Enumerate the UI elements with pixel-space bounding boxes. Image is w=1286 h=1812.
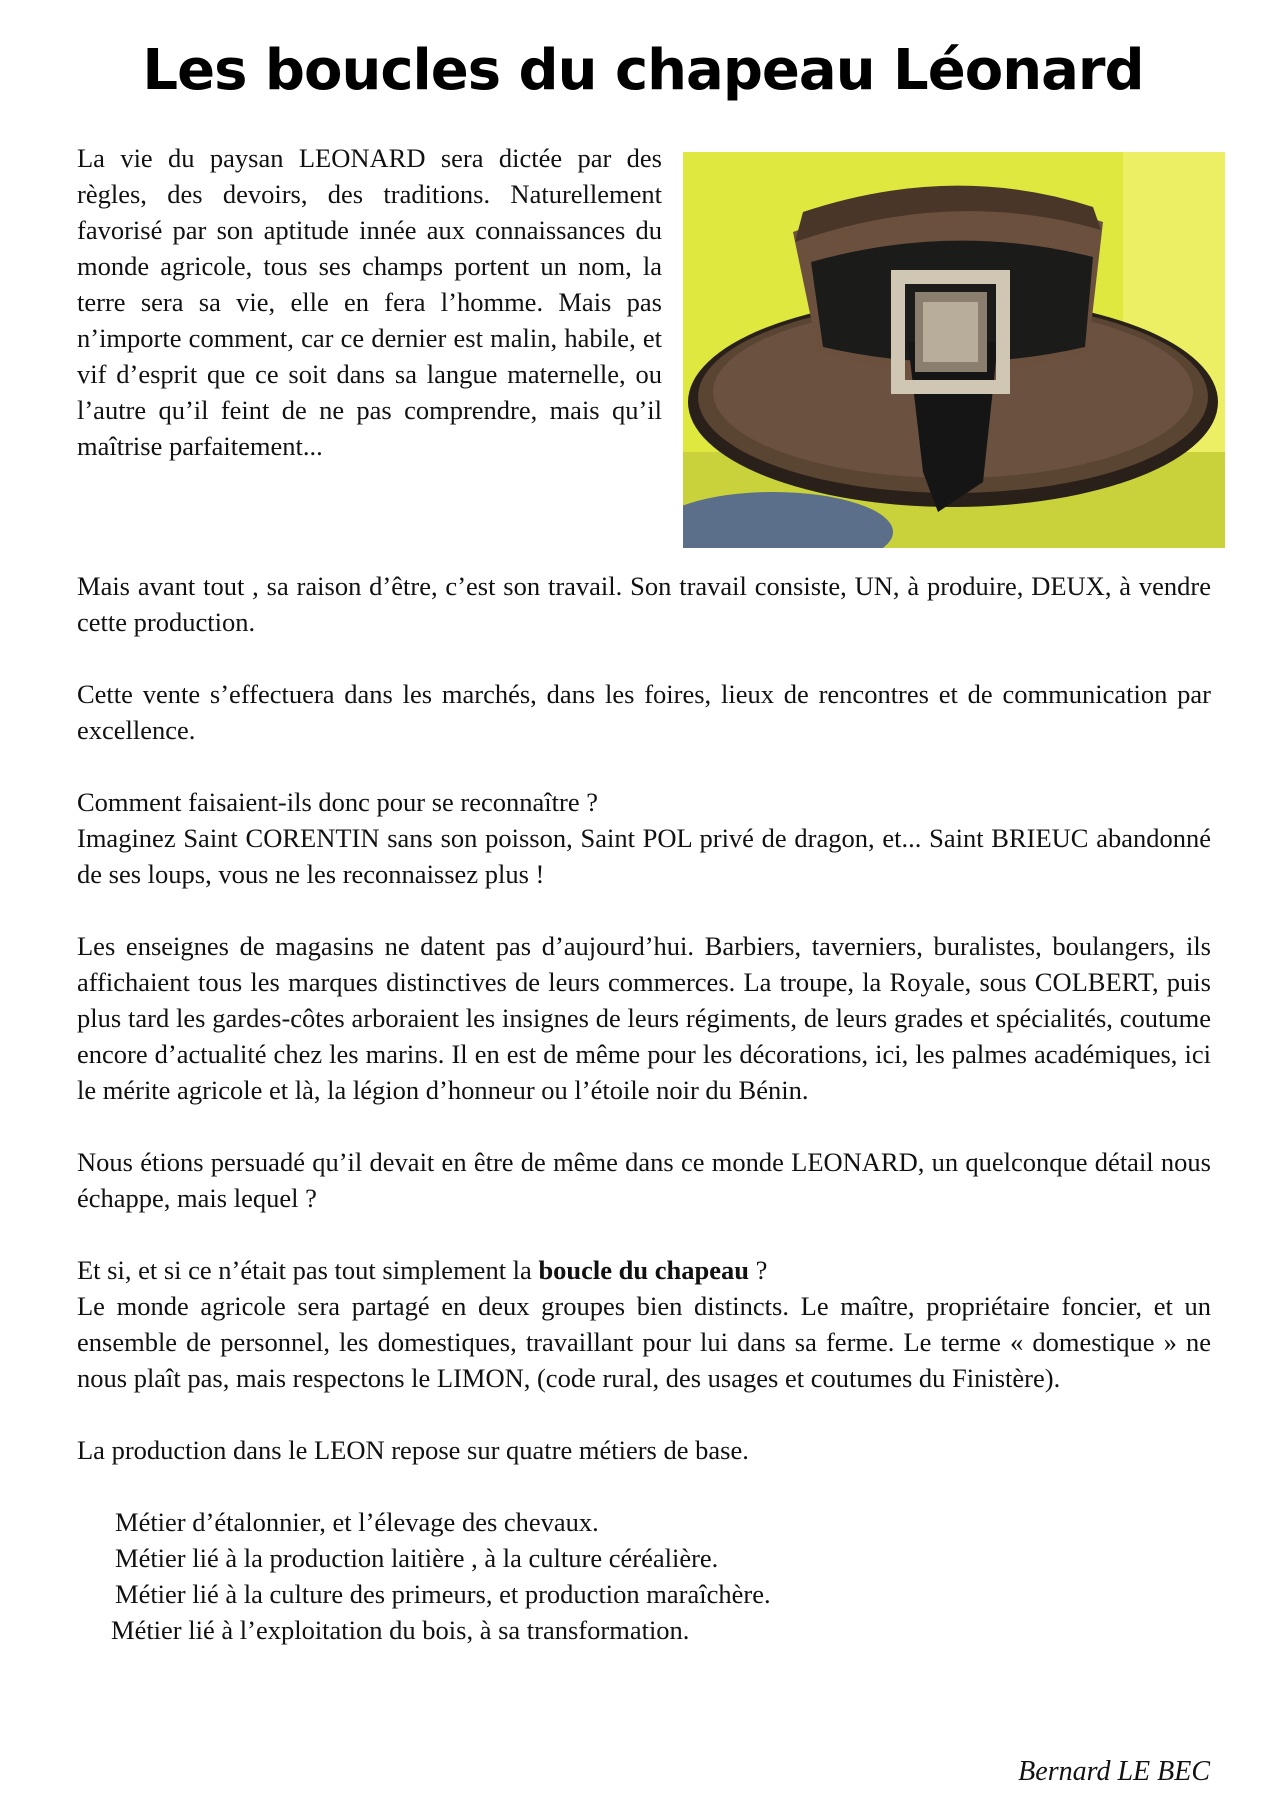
list-item: Métier lié à la production laitière , à la culture céréalière. xyxy=(115,1543,719,1573)
text-segment: ? xyxy=(749,1255,768,1285)
hat-with-buckle-photo-icon xyxy=(683,152,1225,548)
paragraph: Imaginez Saint CORENTIN sans son poisson, Saint POL privé de dragon, et... Saint BRIEUC abandonné de ses loups, vous ne les reconnaissez plus ! xyxy=(77,823,1211,889)
paragraph: Mais avant tout , sa raison d’être, c’est son travail. Son travail consiste, UN, à produire, DEUX, à vendre cette production. xyxy=(77,571,1211,637)
paragraph: La production dans le LEON repose sur quatre métiers de base. xyxy=(77,1435,749,1465)
paragraph: Le monde agricole sera partagé en deux groupes bien distincts. Le maître, propriétaire foncier, et un ensemble de personnel, les domestiques, travaillant pour lui dans sa ferme. Le terme « domestique » ne nous plaît pas, mais respectons le LIMON, (code rural, des usages et coutumes du Finistère). xyxy=(77,1291,1211,1393)
article-body xyxy=(77,568,1211,1648)
page-title: Les boucles du chapeau Léonard xyxy=(142,38,1144,103)
paragraph: Nous étions persuadé qu’il devait en être de même dans ce monde LEONARD, un quelconque détail nous échappe, mais lequel ? xyxy=(77,1147,1211,1213)
intro-paragraph: La vie du paysan LEONARD sera dictée par des règles, des devoirs, des traditions. Naturellement favorisé par son aptitude innée aux connaissances du monde agricole, tous ses champs portent un nom, la terre sera sa vie, elle en fera l’homme. Mais pas n’importe comment, car ce dernier est malin, habile, et vif d’esprit que ce soit dans sa langue maternelle, ou l’autre qu’il feint de ne pas comprendre, mais qu’il maîtrise parfaitement... xyxy=(77,143,662,461)
paragraph xyxy=(77,1252,1211,1288)
list-item: Métier d’étalonnier, et l’élevage des chevaux. xyxy=(115,1507,599,1537)
list-item: Métier lié à l’exploitation du bois, à sa transformation. xyxy=(111,1615,690,1645)
list-item: Métier lié à la culture des primeurs, et production maraîchère. xyxy=(115,1579,771,1609)
paragraph: Comment faisaient-ils donc pour se reconnaître ? xyxy=(77,787,598,817)
text-segment: Et si, et si ce n’était pas tout simplement la xyxy=(77,1255,539,1285)
paragraph: Les enseignes de magasins ne datent pas d’aujourd’hui. Barbiers, taverniers, buralistes, boulangers, ils affichaient tous les marques distinctives de leurs commerces. La troupe, la Royale, sous COLBERT, puis plus tard les gardes-côtes arboraient les insignes de leurs régiments, de leurs grades et spécialités, coutume encore d’actualité chez les marins. Il en est de même pour les décorations, ici, les palmes académiques, ici le mérite agricole et là, la légion d’honneur ou l’étoile noir du Bénin. xyxy=(77,931,1211,1105)
paragraph: Cette vente s’effectuera dans les marchés, dans les foires, lieux de rencontres et de communication par excellence. xyxy=(77,679,1211,745)
metiers-list xyxy=(111,1504,1211,1648)
author-signature: Bernard LE BEC xyxy=(1018,1756,1210,1787)
hat-photo xyxy=(683,152,1225,548)
bold-phrase: boucle du chapeau xyxy=(538,1255,750,1285)
